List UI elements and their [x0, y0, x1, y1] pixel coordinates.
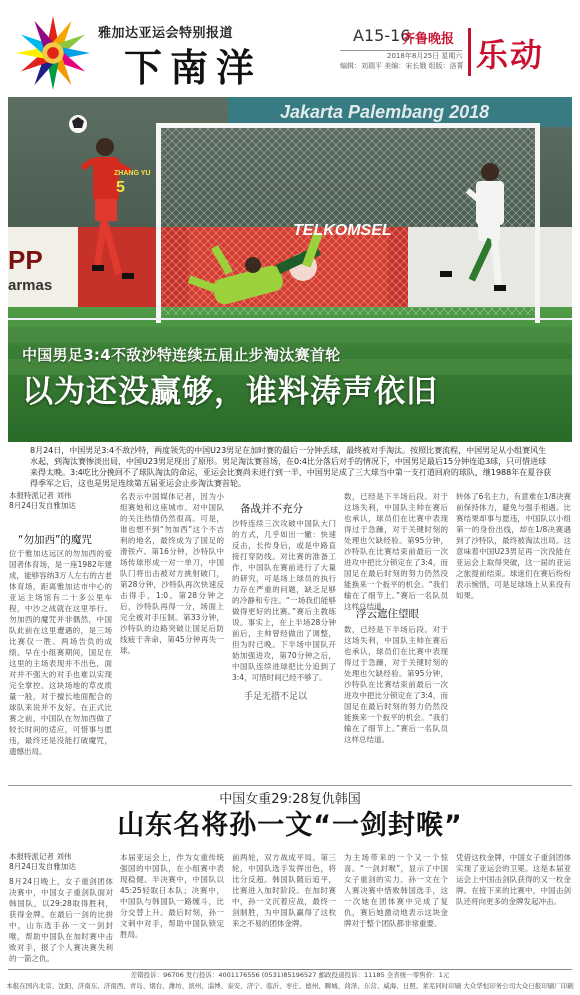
- article2-column-2: 本届亚运会上，作为女重传统强国的中国队，在小组赛中表现稳健。半决赛中，中国队以45:25轻取日本队；决赛中，中国队与韩国队一路缠斗，比分交替上升。最后时刻，孙一文刺中对手，帮助中国队锁定胜局。: [120, 853, 224, 939]
- jersey-number: 5: [116, 179, 125, 196]
- sponsor-left-line2: armas: [8, 277, 53, 294]
- section-name: 乐动: [476, 36, 545, 74]
- jersey-name: ZHANG YU: [114, 170, 151, 177]
- series-title: 下南洋: [124, 45, 263, 90]
- article2-byline: [9, 852, 76, 872]
- page-header: [0, 0, 580, 95]
- article2-kicker: 中国女重29:28复仇韩国: [219, 792, 361, 807]
- sponsor-left-line1: PP: [8, 245, 43, 275]
- article1-column-3: 沙特连续三次攻破中国队大门的方式，几乎如出一辙：快速反击，长传身后，或是中路直接打穿防线。对比赛的准备工作，中国队在赛前进行了大量的研究，可是场上球员的执行力存在严重的问题，缺乏足够的冷静和专注。“一场我们能够做得更好的比赛。”赛后主教练说。事实上，在上半场28分钟前后，主帅曾经做出了调整，但为时已晚。下半场中国队开始加强进攻，第70分钟之后，中国队连续进球把比分追到了3:4，可惜时间已经不够了。: [232, 519, 336, 682]
- article1-byline-reporter: 本报特派记者 刘伟: [9, 491, 72, 500]
- sponsor-board-left: [8, 247, 80, 299]
- headline-kicker: 中国男足3:4不敌沙特连续五届止步淘汰赛首轮: [22, 346, 341, 364]
- article1-subhead-4: 手足无措不足以: [244, 692, 308, 702]
- article1-column-2: 名表示中国媒体记者，因为小组赛她和这座城市、对中国队的关注热情仍然很高。可是，谁也想不到“勿加西”这个不吉利的地名，最终成为了国足的滑铁卢。第16分钟，沙特队中场传球形成一对一单刀，中国队门将出击被对方挑射破门，第28分钟，沙特队再次快速反击得手，1:0。第28分钟之后，沙特队再得一分，场面上完全被对手压制。第33分钟，沙特队的边路突破让国足后防线疲于奔命，第45分钟再失一球。: [120, 492, 224, 655]
- footer-complaint-line: 差错投诉：96706 发行投诉：4001176556 (0531)85196527 邮政投递投诉：11185 全省统一零售价：1元: [130, 971, 450, 979]
- article1-column-4: 数，已经是下半场后段。对于这场失利，中国队主帅在赛后也承认，球员们在比赛中表现得过于急躁，对于关键时刻的处理也欠缺经验。第95分钟，沙特队在比赛结束前最后一次进攻中把比分锁定在了3:4，而国足在最后时刻的努力仍然没能换来一个扳平的机会。“我们输在了细节上。”赛后一名队员这样总结道。: [344, 492, 448, 611]
- article1-subhead-3: 浮云遮住望眼: [356, 608, 419, 620]
- series-subtitle: 雅加达亚运会特别报道: [98, 26, 234, 41]
- photo-caption: 8月24日，中国男足3:4不敌沙特，两度领先的中国U23男足在加时赛的最后一分钟丢球，最终被对手淘汰。按照比赛流程，中国男足从小组赛风生水起，到淘汰赛惨淡出局，中国U23男足现出了原形。男足淘汰赛首场，在0:4比分落后对手的情况下，中国男足最后15分钟连追3球，只可惜进球来得太晚。3:4吃比分挽回不了球队淘汰的命运，亚运会比赛尚未进行到一半，中国男足成了三大球当中第一支打道回府的球队，继1988年在夏谷获得季军之后，这也是男足连续第五届亚运会止步淘汰赛首轮。: [30, 446, 552, 488]
- article1-byline: [9, 491, 76, 511]
- article1-column-4b: 数，已经是下半场后段。对于这场失利，中国队主帅在赛后也承认，球员们在比赛中表现得过于急躁，对于关键时刻的处理也欠缺经验。第95分钟，沙特队在比赛结束前最后一次进攻中把比分锁定在了3:4，而国足在最后时刻的努力仍然没能换来一个扳平的机会。“我们输在了细节上。”赛后一名队员这样总结道。: [344, 625, 448, 744]
- article2-byline-reporter: 本报特派记者 刘伟: [9, 852, 72, 861]
- article1-column-5: 转体了6名主力，有意难在1/8决赛前保持体力，避免与强手相遇。比赛结果却事与愿违，中国队以小组第一的身份出线，却在1/8决赛遇到了沙特队，最终被淘汰出局。这意味着中国U23男足再一次没能在亚运会上取得突破，这一届的亚运之旅提前结束。球迷们在赛后纷纷表示惋惜，可是足球场上从来没有如果。: [456, 492, 571, 600]
- section-divider: [468, 28, 471, 76]
- newspaper-name: 齐鲁晚报: [402, 32, 455, 47]
- editor-credits: 编辑：刘瑞平 美编：宋长娥 组版：洛菁: [340, 62, 464, 70]
- article2-byline-dateline: 8月24日发自雅加达: [9, 862, 76, 871]
- page-number: A15-16: [353, 26, 411, 45]
- article1-byline-dateline: 8月24日发自雅加达: [9, 501, 76, 510]
- article2-column-5: 凭借这枚金牌，中国女子重剑团体实现了亚运会的卫冕。这是本届亚运会上中国击剑队获得的又一枚金牌。在接下来的比赛中，中国击剑队还将向更多的金牌发起冲击。: [456, 853, 571, 906]
- issue-date: 2018年8月25日 星期六: [387, 52, 463, 60]
- article-divider: [8, 785, 572, 786]
- article2-column-1: 8月24日晚上，女子重剑团体决赛中，中国女子重剑队面对韩国队，以29:28取得胜利，获得金牌。在最后一剑的比拼中，山东选手孙一文一剑封喉，帮助中国队在加时赛中击败对手，报了个人赛决赛失利的一箭之仇。: [9, 877, 113, 963]
- article2-headline: 山东名将孙一文“一剑封喉”: [117, 810, 463, 841]
- article2-column-3: 前两轮，双方战成平局。第三轮，中国队选手发挥出色，将比分反超。韩国队随后追平，比赛进入加时阶段。在加时赛中，孙一文沉着应战，最终一剑制胜，为中国队赢得了这枚来之不易的团体金牌。: [232, 853, 336, 928]
- article1-subhead-2: 备战并不充分: [240, 503, 303, 515]
- footer-print-line: 本报在国内北京、沈阳、济南东、济南西、青岛、烟台、潍坊、滨州、淄博、泰安、济宁、临沂、枣庄、德州、聊城、菏泽、东营、威海、日照、莱芜同时印刷 大众华恒印务公司大众日报印刷厂印刷: [6, 982, 574, 990]
- article1-column-1: 位于雅加达远区的勿加西的爱国者体育场，是一座1982年建成，能够容纳3万人左右的古老体育场，距离雅加达市中心的亚运主场馆有二十多公里车程，中沙之战就在这里举行。勿加西的魔咒并非偶然，中国队此前在这里遭遇的，是三场比赛仅一胜、两场告负的成绩。早在小组赛期间，国足在这里的主场表现并不出色，面对并不强大的对手也难以实现完全掌控。这块场地的草皮质量一般，对于擅长地面配合的球队来说并不友好。在正式比赛之前，中国队在勿加西做了较长时间的适应，可惜事与愿违，最终还是没能打破魔咒，遗憾出局。: [9, 549, 112, 756]
- stadium-banner-text: Jakarta Palembang 2018: [280, 102, 490, 122]
- headline-main: 以为还没赢够，谁料涛声依旧: [22, 374, 438, 410]
- sponsor-board-telkomsel: TELKOMSEL: [293, 222, 392, 239]
- asian-games-logo: [14, 14, 92, 92]
- article1-subhead-1: “勿加西”的魔咒: [18, 534, 92, 546]
- article2-column-4: 为主场带来的一个又一个惊喜。“一剑封喉”，显示了中国女子重剑的实力。孙一文在个人赛决赛中惜败韩国选手，这一次她在团体赛中完成了复仇，赛后她激动地表示这块金牌对于整个团队都非常重要。: [344, 853, 448, 928]
